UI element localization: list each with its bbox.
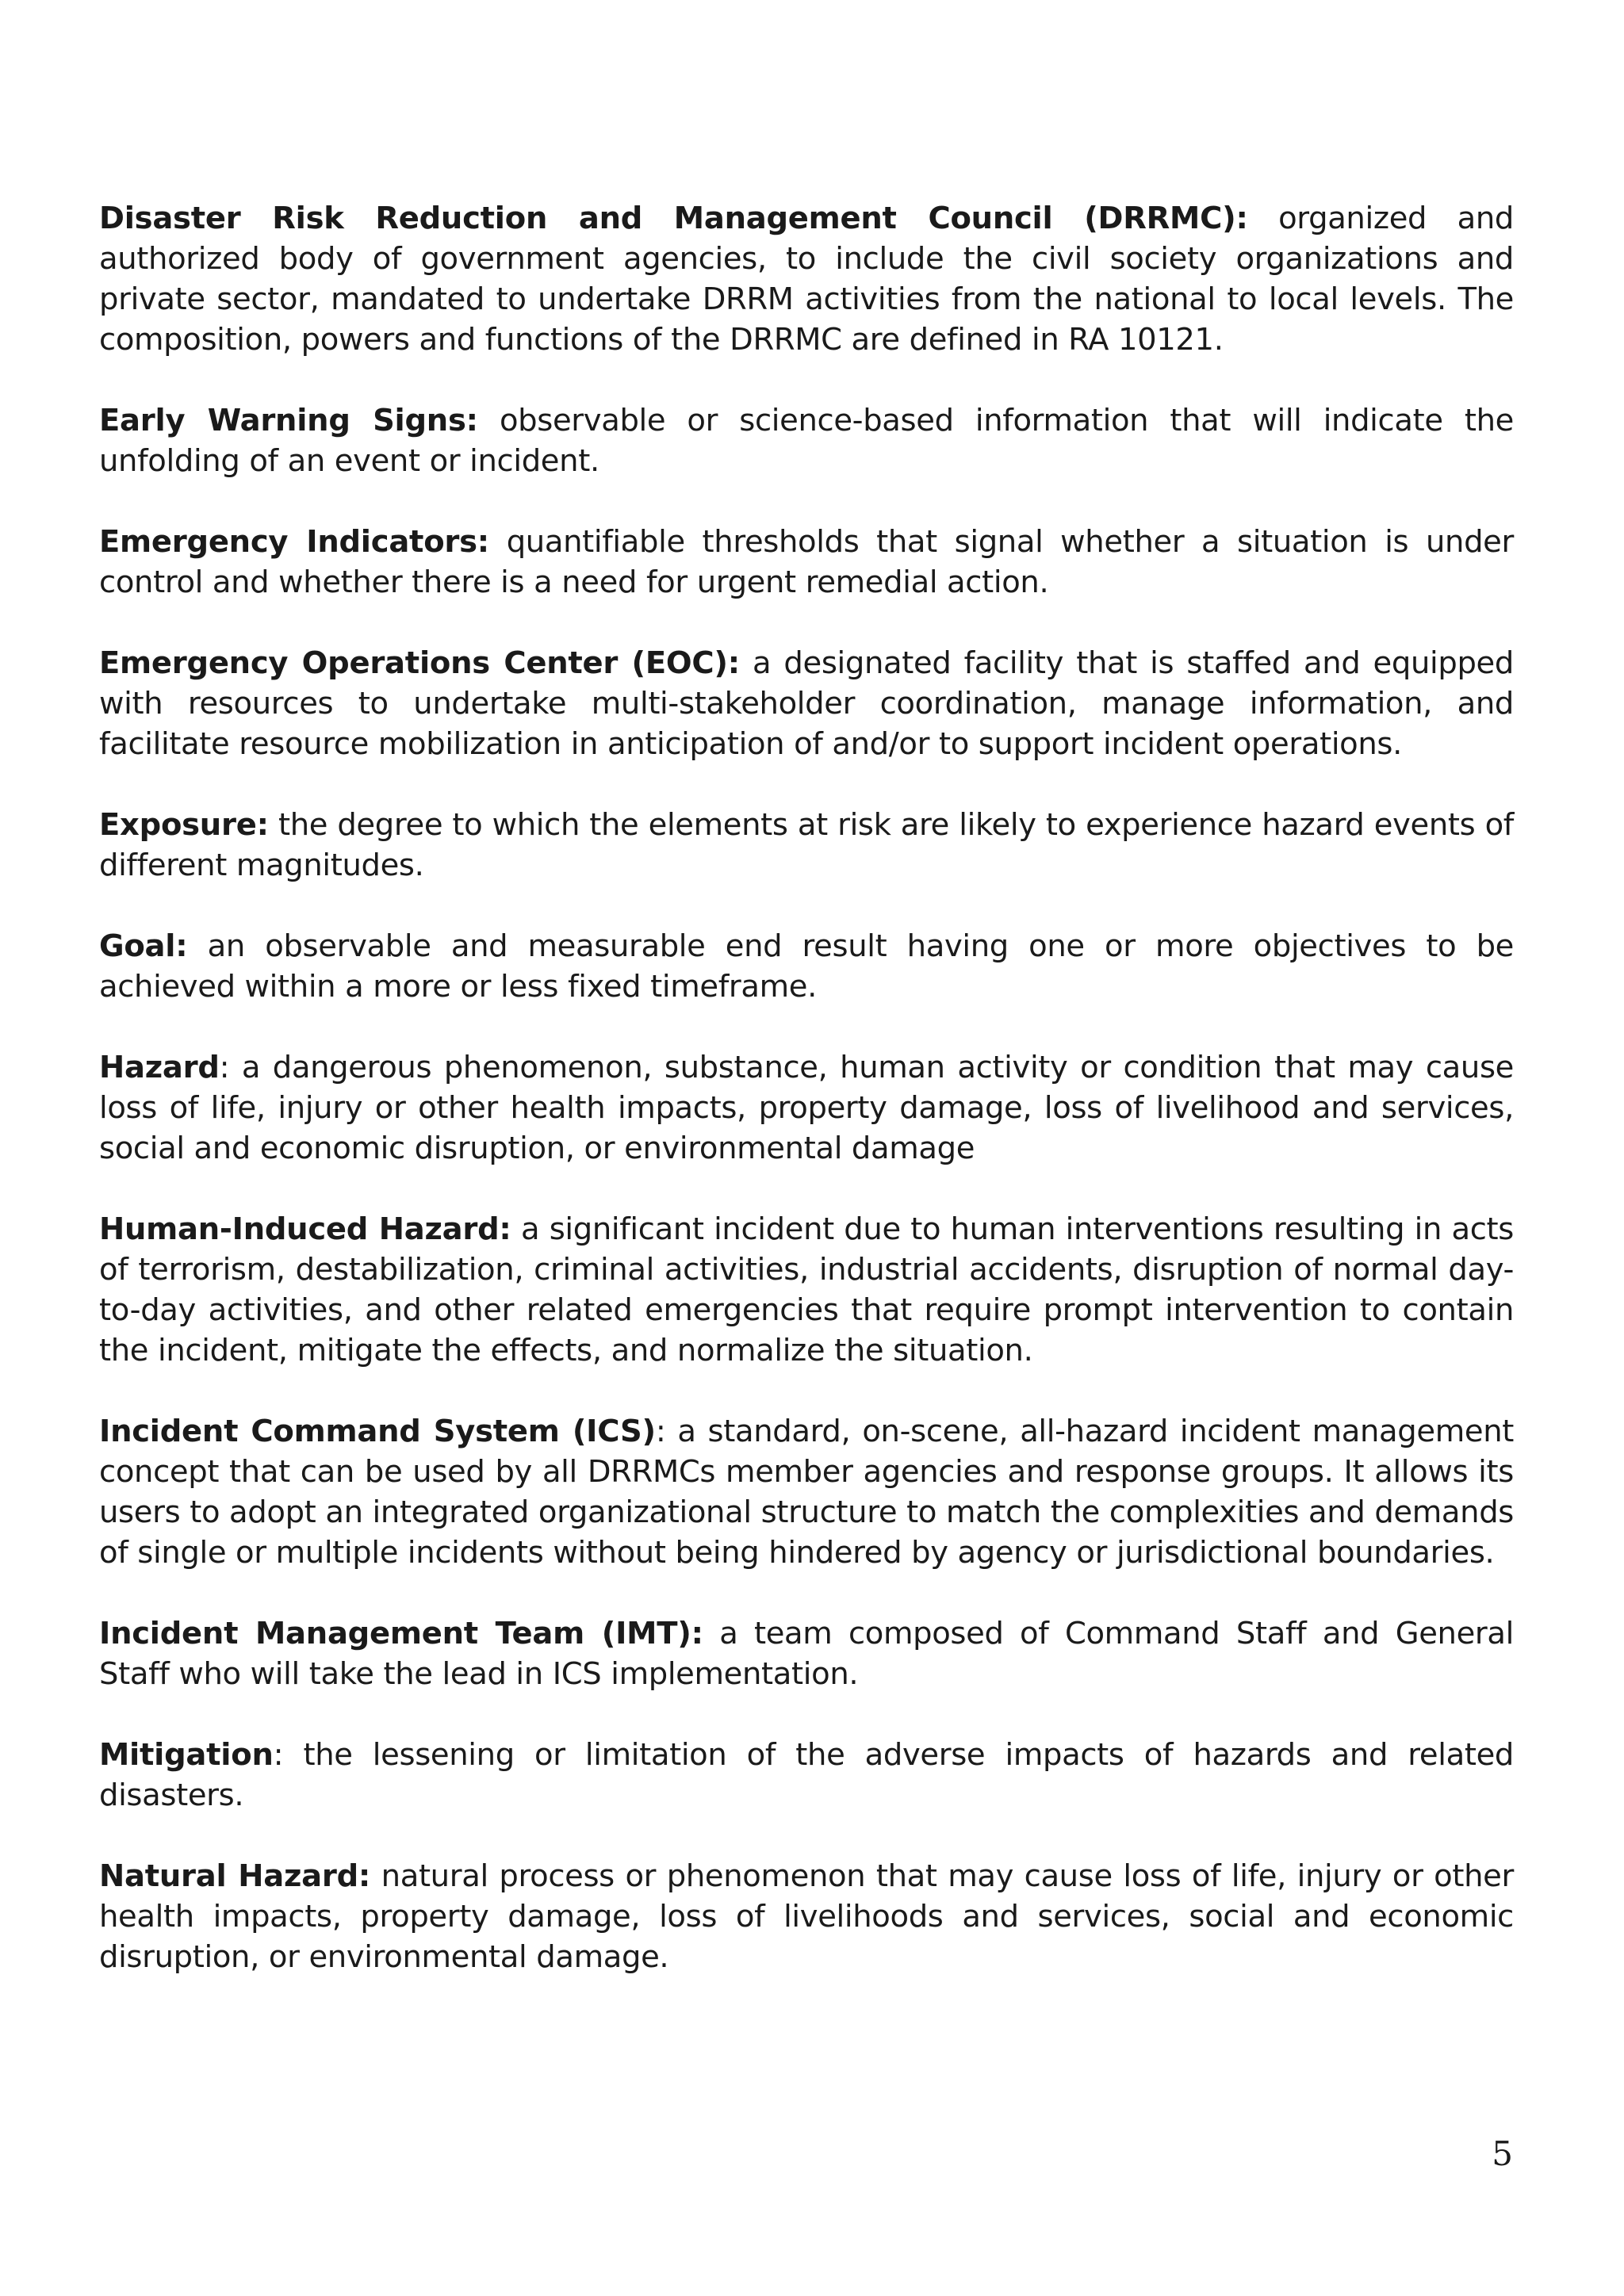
glossary-list <box>99 198 1514 2018</box>
glossary-term: Incident Command System (ICS) <box>99 1414 656 1449</box>
glossary-term: Mitigation <box>99 1737 274 1773</box>
glossary-definition: : a dangerous phenomenon, substance, human activity or condition that may cause loss of life, injury or other health impacts, property damage, loss of livelihood and services, social and economic disruption, or environmental damage <box>99 1050 1514 1166</box>
glossary-term: Disaster Risk Reduction and Management Council (DRRMC): <box>99 201 1248 236</box>
glossary-term: Natural Hazard: <box>99 1858 371 1894</box>
glossary-entry-imt <box>99 1613 1514 1694</box>
glossary-entry-mitigation <box>99 1735 1514 1816</box>
glossary-entry-exposure <box>99 805 1514 886</box>
glossary-term: Emergency Indicators: <box>99 524 489 560</box>
glossary-entry-early-warning-signs <box>99 400 1514 481</box>
glossary-definition: organized and authorized body of government agencies, to include the civil society organizations and private sector, mandated to undertake DRRM activities from the national to local levels. The composition, powers and functions of the DRRMC are defined in RA 10121. <box>99 201 1514 358</box>
glossary-definition: : the lessening or limitation of the adverse impacts of hazards and related disasters. <box>99 1737 1514 1813</box>
glossary-entry-goal <box>99 926 1514 1007</box>
glossary-entry-human-induced-hazard <box>99 1209 1514 1371</box>
glossary-term: Emergency Operations Center (EOC): <box>99 645 740 681</box>
glossary-term: Exposure: <box>99 807 269 843</box>
glossary-term: Incident Management Team (IMT): <box>99 1616 703 1651</box>
glossary-term: Early Warning Signs: <box>99 403 478 438</box>
glossary-definition: quantifiable thresholds that signal whether a situation is under control and whether there is a need for urgent remedial action. <box>99 524 1514 600</box>
glossary-term: Hazard <box>99 1050 220 1085</box>
glossary-definition: a team composed of Command Staff and General Staff who will take the lead in ICS implementation. <box>99 1616 1514 1692</box>
glossary-definition: a designated facility that is staffed and equipped with resources to undertake multi-stakeholder coordination, manage information, and facilitate resource mobilization in anticipation of and/or to support incident operations. <box>99 645 1514 762</box>
glossary-definition: natural process or phenomenon that may cause loss of life, injury or other health impacts, property damage, loss of livelihoods and services, social and economic disruption, or environmental damage. <box>99 1858 1514 1975</box>
glossary-definition: : a standard, on-scene, all-hazard incident management concept that can be used by all DRRMCs member agencies and response groups. It allows its users to adopt an integrated organizational structure to match the complexities and demands of single or multiple incidents without being hindered by agency or jurisdictional boundaries. <box>99 1414 1515 1571</box>
glossary-term: Human-Induced Hazard: <box>99 1211 511 1247</box>
glossary-definition: observable or science-based information that will indicate the unfolding of an event or incident. <box>99 403 1514 479</box>
glossary-entry-ics <box>99 1411 1514 1573</box>
glossary-definition: an observable and measurable end result having one or more objectives to be achieved within a more or less fixed timeframe. <box>99 928 1514 1004</box>
glossary-entry-drrmc <box>99 198 1514 360</box>
glossary-entry-natural-hazard <box>99 1856 1514 1977</box>
glossary-term: Goal: <box>99 928 188 964</box>
glossary-definition: the degree to which the elements at risk are likely to experience hazard events of different magnitudes. <box>99 807 1514 883</box>
glossary-entry-emergency-indicators <box>99 522 1514 603</box>
glossary-entry-eoc <box>99 643 1514 764</box>
glossary-entry-hazard <box>99 1047 1514 1169</box>
glossary-definition: a significant incident due to human interventions resulting in acts of terrorism, destabilization, criminal activities, industrial accidents, disruption of normal day-to-day activities, and other related emergencies that require prompt intervention to contain the incident, mitigate the effects, and normalize the situation. <box>99 1211 1514 1368</box>
page-number: 5 <box>1492 2134 1513 2173</box>
